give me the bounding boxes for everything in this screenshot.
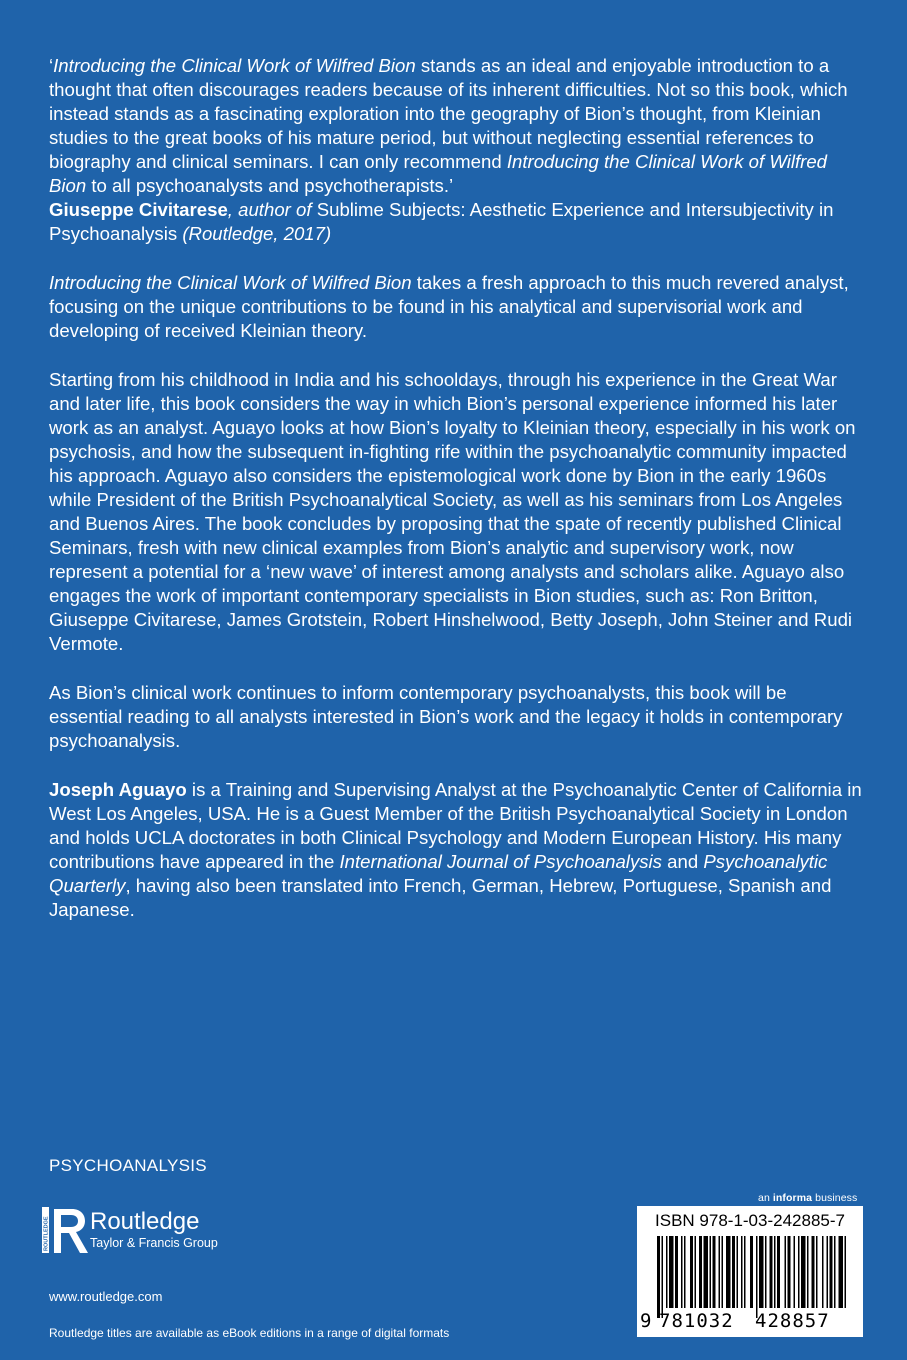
barcode-bar — [710, 1236, 712, 1308]
publisher-logo-text — [90, 1209, 218, 1251]
isbn-barcode — [637, 1206, 863, 1337]
barcode-bar — [695, 1236, 697, 1308]
description-paragraph-1: Introducing the Clinical Work of Wilfred Bion takes a fresh approach to this much revered analyst, focusing on the unique contributions to be found in his analytical and supervisorial work and developing of received Kleinian theory. — [49, 272, 849, 341]
publisher-website: www.routledge.com — [49, 1289, 163, 1304]
barcode-bar — [816, 1236, 818, 1308]
endorsement-quote: ‘Introducing the Clinical Work of Wilfred Bion stands as an ideal and enjoyable introduction to a thought that often discourages readers because of its inherent difficulties. Not so this book, which instead stands as a fascinating exploration into the geography of Bion’s thought, from Kleinian studies to the great books of his mature period, but without neglecting essential references to biography and clinical seminars. I can only recommend Introducing the Clinical Work of Wilfred Bion to all psychoanalysts and psychotherapists.’ — [49, 55, 848, 196]
barcode-bar — [732, 1236, 735, 1308]
barcode-bar — [666, 1236, 668, 1308]
subject-category: PSYCHOANALYSIS — [49, 1156, 207, 1175]
book-title-italic: Introducing the Clinical Work of Wilfred Bion — [49, 151, 828, 196]
barcode-bar — [737, 1236, 739, 1308]
barcode-bar — [759, 1236, 764, 1308]
barcode-bar — [662, 1236, 664, 1318]
barcode-bar — [822, 1236, 824, 1308]
barcode-bar — [741, 1236, 743, 1308]
barcode-bar — [807, 1236, 809, 1308]
barcode-bar — [750, 1236, 753, 1308]
barcode-bars — [651, 1236, 851, 1318]
description-paragraph-2: Starting from his childhood in India and his schooldays, through his experience in the Great War and later life, this book considers the way in which Bion’s personal experience informed his later work as an analyst. Aguayo looks at how Bion’s loyalty to Kleinian theory, especially in his work on psychosis, and how the subsequent in-fighting rife within the psychoanalytic community impacted his approach. Aguayo also considers the epistemological work done by Bion in the early 1960s while President of the British Psychoanalytical Society, as well as his seminars from Los Angeles and Buenos Aires. The book concludes by proposing that the spate of recently published Clinical Seminars, fresh with new clinical examples from Bion’s analytic and supervisory work, now represent a potential for a ‘new wave’ of interest among analysts and scholars alike. Aguayo also engages the work of important contemporary specialists in Bion studies, such as: Ron Britton, Giuseppe Civitarese, James Grotstein, Robert Hinshelwood, Betty Joseph, John Steiner and Rudi Vermote. — [49, 369, 856, 654]
barcode-bar — [774, 1236, 776, 1308]
barcode-bar — [839, 1236, 844, 1308]
book-title-italic: Introducing the Clinical Work of Wilfred Bion — [53, 55, 416, 76]
barcode-bar — [827, 1236, 829, 1308]
publisher-group: Taylor & Francis Group — [90, 1236, 218, 1250]
barcode-bar — [788, 1236, 791, 1308]
barcode-bar — [675, 1236, 678, 1308]
barcode-bar — [794, 1236, 796, 1308]
barcode-bar — [765, 1236, 767, 1308]
barcode-bar — [744, 1236, 746, 1308]
barcode-digits: 9 781032 428857 — [640, 1310, 830, 1332]
barcode-bar — [722, 1236, 724, 1308]
barcode-bar — [785, 1236, 787, 1308]
back-cover-text — [49, 54, 864, 922]
barcode-bar — [845, 1236, 847, 1308]
publisher-name: Routledge — [90, 1208, 200, 1235]
barcode-bar — [830, 1236, 833, 1308]
informa-business-label: an informa business — [758, 1192, 858, 1204]
barcode-bar — [770, 1236, 773, 1308]
endorsement-author: Giuseppe Civitarese, author of Sublime Subjects: Aesthetic Experience and Intersubjectivity in Psychoanalysis (Routledge, 2017) — [49, 199, 834, 244]
barcode-bar — [756, 1236, 758, 1318]
barcode-bar — [812, 1236, 815, 1308]
author-bio: Joseph Aguayo is a Training and Supervising Analyst at the Psychoanalytic Center of California in West Los Angeles, USA. He is a Guest Member of the British Psychoanalytical Society in London and holds UCLA doctorates in both Clinical Psychology and Modern European History. His many contributions have appeared in the International Journal of Psychoanalysis and Psychoanalytic Quarterly, having also been translated into French, German, Hebrew, Portuguese, Spanish and Japanese. — [49, 779, 862, 920]
barcode-bar — [719, 1236, 721, 1308]
barcode-bar — [798, 1236, 800, 1308]
barcode-bar — [726, 1236, 731, 1308]
isbn-label: ISBN 978-1-03-242885-7 — [655, 1211, 845, 1230]
ebook-note: Routledge titles are available as eBook editions in a range of digital formats — [49, 1326, 450, 1340]
barcode-bar — [704, 1236, 709, 1308]
barcode-bar — [713, 1236, 716, 1308]
barcode-bar — [801, 1236, 806, 1308]
barcode-bar — [834, 1236, 836, 1308]
barcode-bar — [669, 1236, 674, 1308]
barcode-bar — [684, 1236, 686, 1308]
barcode-bar — [681, 1236, 683, 1308]
description-paragraph-3: As Bion’s clinical work continues to inform contemporary psychoanalysts, this book will be essential reading to all analysts interested in Bion’s work and the legacy it holds in contemporary psychoanalysis. — [49, 682, 843, 751]
barcode-bar — [777, 1236, 780, 1308]
barcode-bar — [699, 1236, 702, 1308]
barcode-bar — [657, 1236, 660, 1318]
logo-side-text: ROUTLEDGE — [43, 1216, 50, 1251]
barcode-bar — [690, 1236, 693, 1308]
